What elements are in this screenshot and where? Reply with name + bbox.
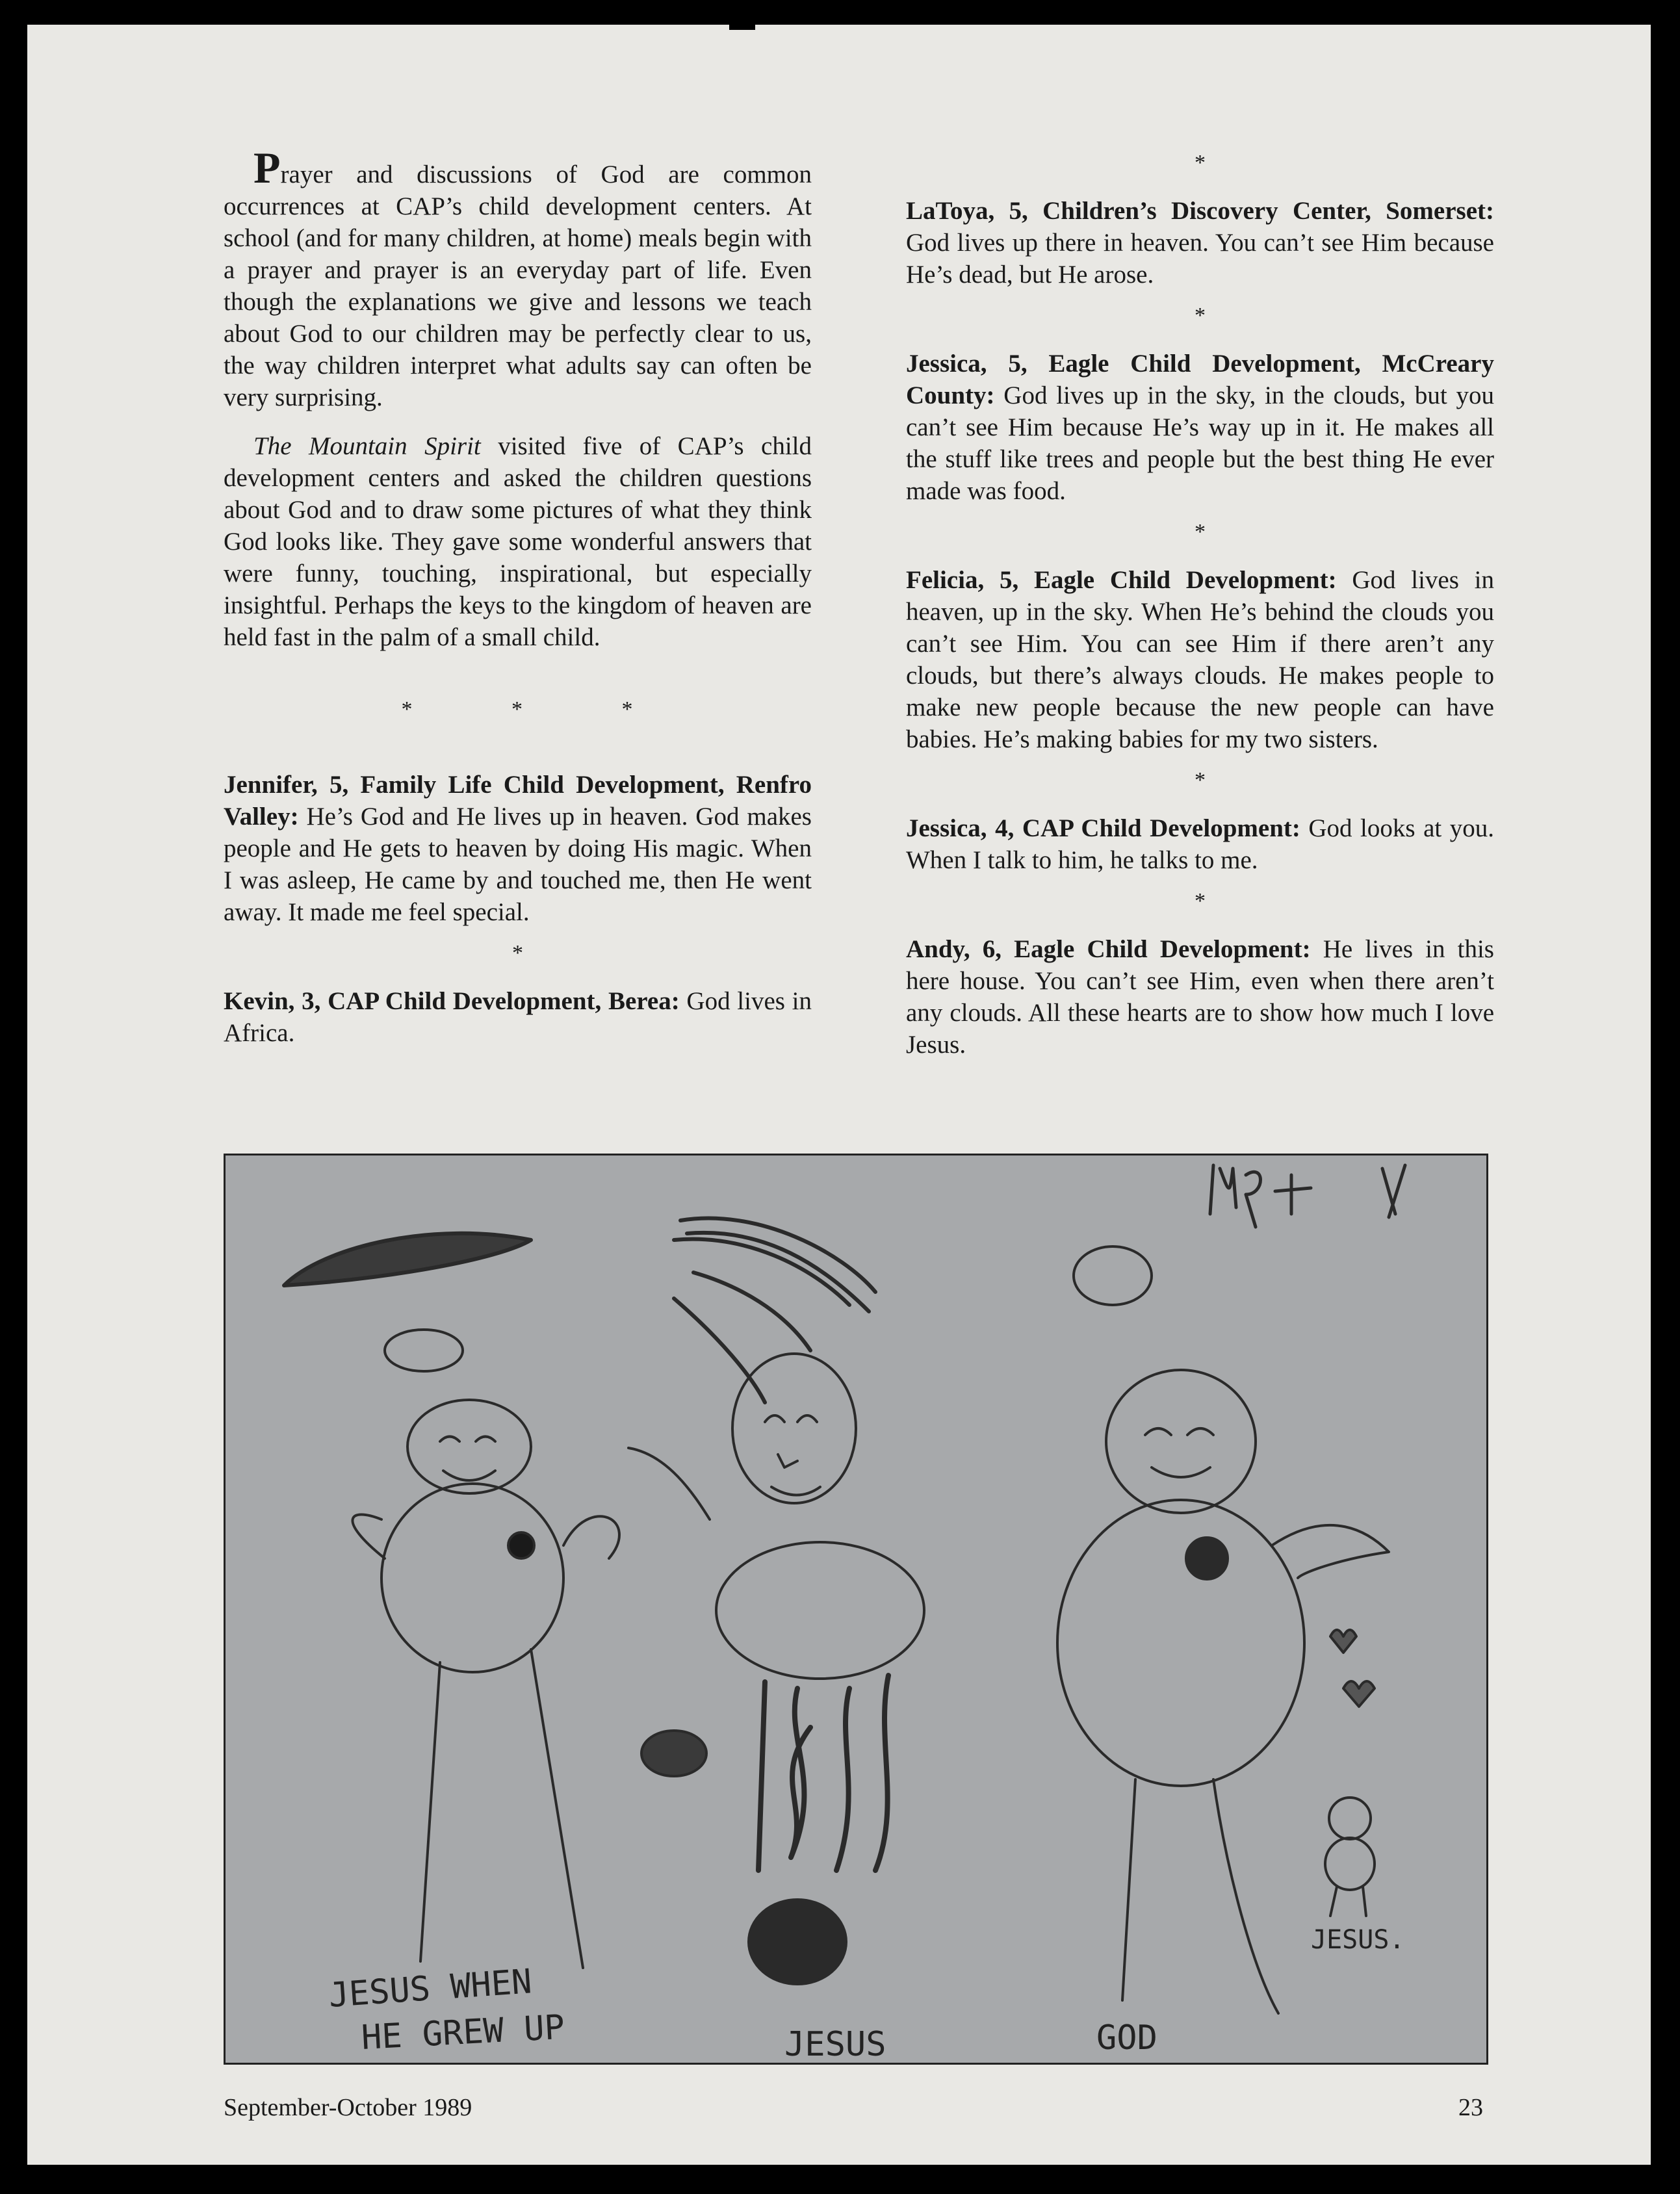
drop-cap: P (253, 143, 281, 192)
child-crayon-drawing (224, 1154, 1488, 2065)
middle-figure-scribble-legs (758, 1675, 888, 1870)
middle-figure-face (765, 1415, 820, 1495)
right-figure-legs (1122, 1779, 1278, 2013)
small-figure-body (1325, 1838, 1375, 1890)
halo-left (385, 1330, 463, 1371)
left-figure-body (381, 1484, 563, 1672)
scribble-hair-middle (674, 1219, 875, 1402)
footer-date: September-October 1989 (224, 2094, 472, 2121)
right-figure-head (1106, 1370, 1256, 1513)
quote-andy: Andy, 6, Eagle Child Development: He lives in this here house. You can’t see Him, even when there aren’t any clouds. All these hearts are to show how much I love Jesus. (906, 935, 1494, 1059)
quote-jessica-4: Jessica, 4, CAP Child Development: God looks at you. When I talk to him, he talks to me. (906, 814, 1494, 874)
scribble-dot-bottom (749, 1900, 846, 1984)
right-column (906, 151, 1494, 1061)
intro-paragraph-2: The Mountain Spirit visited five of CAP’s child development centers and asked the children questions about God and to draw some pictures of what they think God looks like. They gave some wonderful answers that were funny, touching, inspirational, but especially insightful. Perhaps the keys to the kingdom of heaven are held fast in the palm of a small child. (224, 432, 812, 651)
small-hearts (1330, 1630, 1375, 1707)
quote-separator: * (1195, 303, 1206, 328)
scribble-dot-middle (641, 1731, 706, 1776)
section-separator: * * * (401, 697, 680, 721)
quote-jennifer: Jennifer, 5, Family Life Child Development, Renfro Valley: He’s God and He lives up in heaven. God makes people and He gets to heaven by doing His magic. When I was asleep, He came by and touched me, then He went away. It made me feel special. (224, 771, 812, 926)
quote-separator: * (1195, 768, 1206, 792)
magazine-page (27, 25, 1651, 2165)
writing-top-right (1210, 1165, 1405, 1227)
publication-title: The Mountain Spirit (253, 432, 481, 460)
drawing-svg (226, 1155, 1486, 2063)
right-figure-arm (1272, 1525, 1389, 1578)
quote-separator: * (1195, 889, 1206, 913)
binding-mark (729, 25, 755, 30)
left-column (224, 143, 812, 1049)
intro-paragraph-1: Prayer and discussions of God are common occurrences at CAP’s child development centers. At school (and for many children, at home) meals begin with a prayer and prayer is an everyday part of life. Even though the explanations we give and lessons we teach about God to our children may be perfectly clear to us, the way children interpret what adults say can often be very surprising. (224, 143, 812, 411)
right-figure-body (1057, 1500, 1304, 1786)
quote-jessica-5: Jessica, 5, Eagle Child Development, McCreary County: God lives up in the sky, in the clouds, but you can’t see Him because He’s way up in it. He makes all the stuff like trees and people but the best thing He ever made was food. (906, 350, 1494, 505)
quote-latoya: LaToya, 5, Children’s Discovery Center, Somerset: God lives up there in heaven. You can’t see Him because He’s dead, but He arose. (906, 197, 1494, 289)
right-figure-face (1145, 1428, 1213, 1477)
circle-top-right (1074, 1246, 1152, 1305)
middle-left-arc (628, 1448, 710, 1519)
left-figure-arms (352, 1515, 619, 1559)
label-jesus-small: JESUS. (1311, 1925, 1405, 1955)
label-he-grew-up: HE GREW UP (360, 2007, 566, 2058)
left-figure-legs (420, 1649, 583, 1968)
middle-figure-body (716, 1542, 924, 1679)
quote-separator: * (1195, 520, 1206, 544)
label-jesus-when: JESUS WHEN (327, 1962, 534, 2015)
label-jesus-middle: JESUS (784, 2025, 886, 2063)
quote-separator: * (512, 941, 523, 965)
page-number: 23 (1458, 2094, 1483, 2121)
scribble-cloud-left (284, 1233, 531, 1285)
quote-felicia: Felicia, 5, Eagle Child Development: God lives in heaven, up in the sky. When He’s behind the clouds you can’t see Him. You can see Him if there aren’t any clouds, but there’s always clouds. He makes people to make new people because the new people can have babies. He’s making babies for my two sisters. (906, 566, 1494, 753)
quote-kevin: Kevin, 3, CAP Child Development, Berea: God lives in Africa. (224, 987, 812, 1047)
small-figure-head (1329, 1798, 1371, 1839)
right-figure-heart (1186, 1538, 1228, 1579)
middle-figure-head (732, 1354, 856, 1503)
label-god: GOD (1096, 2019, 1157, 2058)
left-figure-heart (508, 1532, 534, 1558)
drawing-labels (328, 1925, 1405, 2063)
quote-separator: * (1195, 151, 1206, 175)
left-figure-face (440, 1437, 495, 1481)
